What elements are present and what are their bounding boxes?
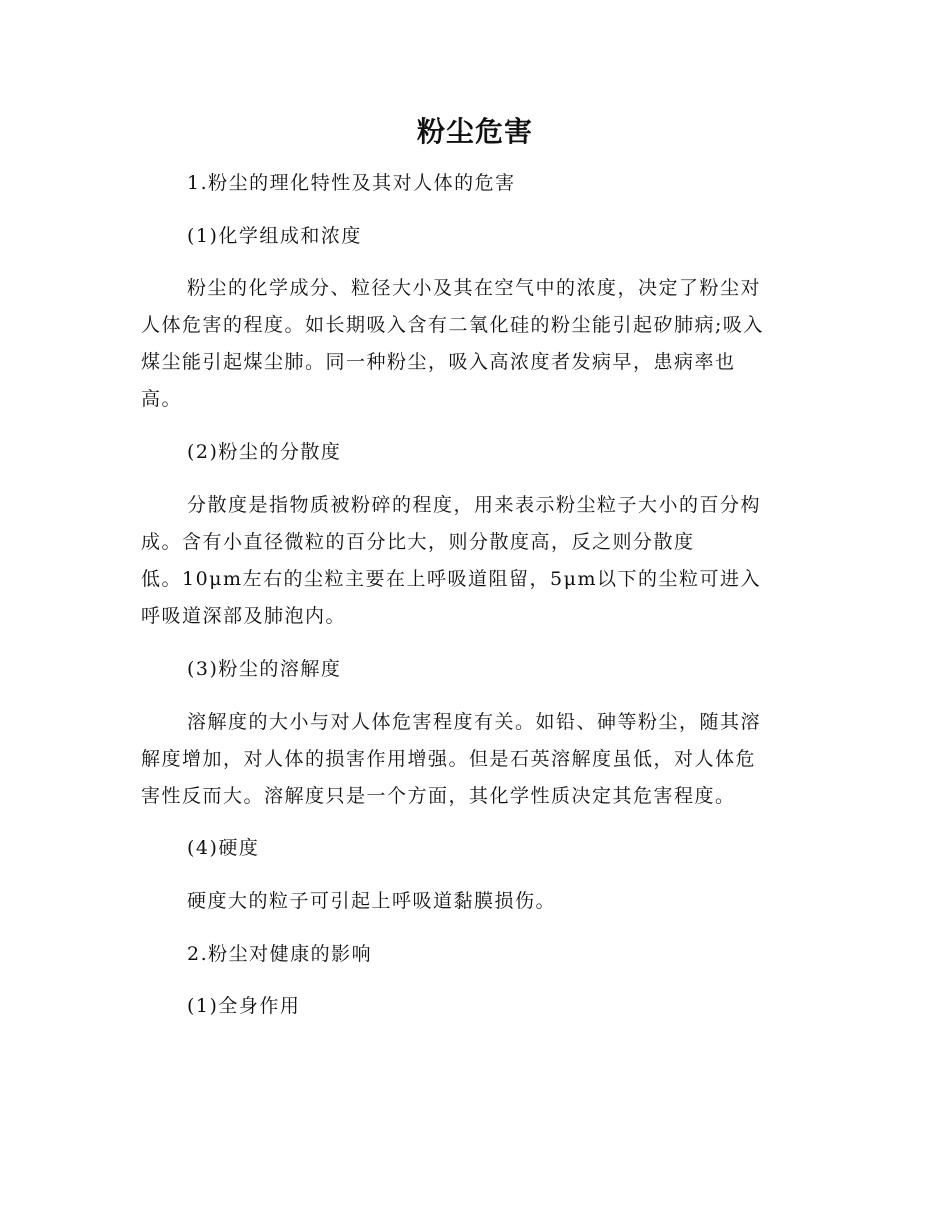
subsection-heading: (1)全身作用 [187,995,301,1017]
paragraph-line: 呼吸道深部及肺泡内。 [141,605,347,627]
paragraph-line: 硬度大的粒子可引起上呼吸道黏膜损伤。 [187,890,557,912]
paragraph-line: 害性反而大。溶解度只是一个方面，其化学性质决定其危害程度。 [141,785,736,807]
subsection-heading: (2)粉尘的分散度 [187,441,342,463]
subsection-heading: (1)化学组成和浓度 [187,225,362,247]
subsection-heading: (3)粉尘的溶解度 [187,658,342,680]
paragraph-line: 粉尘的化学成分、粒径大小及其在空气中的浓度，决定了粉尘对 [187,277,762,299]
paragraph-line: 解度增加，对人体的损害作用增强。但是石英溶解度虽低，对人体危 [141,748,757,770]
paragraph-line: 高。 [141,388,183,410]
paragraph-line: 低。10μm左右的尘粒主要在上呼吸道阻留，5μm以下的尘粒可进入 [141,568,761,590]
page-title: 粉尘危害 [416,115,533,148]
paragraph-line: 分散度是指物质被粉碎的程度，用来表示粉尘粒子大小的百分构 [187,494,762,516]
section-heading: 1.粉尘的理化特性及其对人体的危害 [187,172,516,194]
paragraph-line: 煤尘能引起煤尘肺。同一种粉尘，吸入高浓度者发病早，患病率也 [141,351,736,373]
subsection-heading: (4)硬度 [187,837,260,859]
paragraph-line: 溶解度的大小与对人体危害程度有关。如铅、砷等粉尘，随其溶 [187,711,762,733]
paragraph-line: 人体危害的程度。如长期吸入含有二氧化硅的粉尘能引起矽肺病;吸入 [141,314,764,336]
section-heading: 2.粉尘对健康的影响 [187,943,373,965]
paragraph-line: 成。含有小直径微粒的百分比大，则分散度高，反之则分散度 [141,531,695,553]
